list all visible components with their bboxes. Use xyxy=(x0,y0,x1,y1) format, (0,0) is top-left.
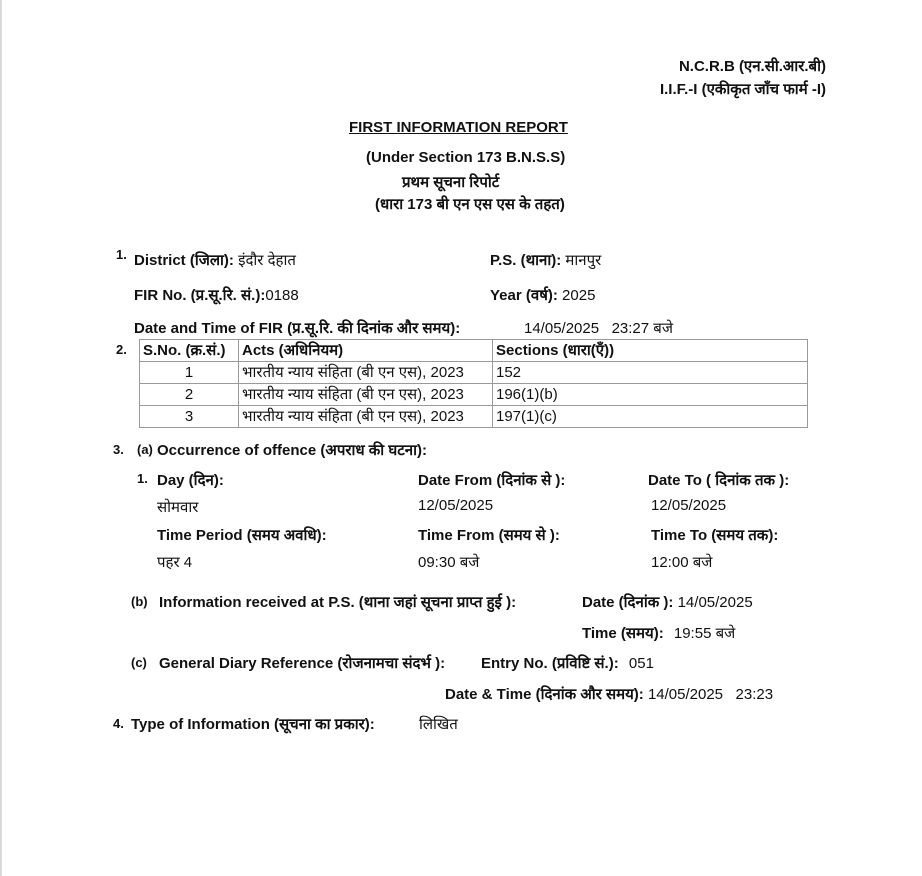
fir-number-field xyxy=(134,285,299,305)
item-3b-label: (b) xyxy=(131,594,148,609)
time-period-value: पहर 4 xyxy=(157,554,193,571)
info-received-time-value: 19:55 बजे xyxy=(673,625,736,642)
fir-number-label: FIR No. (प्र.सू.रि. सं.): xyxy=(134,287,266,304)
entry-number-value: 051 xyxy=(628,655,654,672)
row-sno: 1 xyxy=(140,362,239,384)
diary-datetime-label: Date & Time (दिनांक और समय): xyxy=(445,686,644,703)
item-1-number: 1. xyxy=(116,247,127,262)
row-act: भारतीय न्याय संहिता (बी एन एस), 2023 xyxy=(239,384,493,406)
police-station-value: मानपुर xyxy=(565,252,602,269)
fir-number-value: 0188 xyxy=(265,287,299,304)
district-label: District (जिला): xyxy=(134,252,234,269)
date-from-value: 12/05/2025 xyxy=(418,497,494,514)
header-acts: Acts (अधिनियम) xyxy=(239,340,493,362)
general-diary-title: General Diary Reference (रोजनामचा संदर्भ ): xyxy=(159,655,446,672)
row-section: 152 xyxy=(493,362,808,384)
row-section: 197(1)(c) xyxy=(493,406,808,428)
police-station-field xyxy=(490,250,601,270)
row-sno: 2 xyxy=(140,384,239,406)
police-station-label: P.S. (थाना): xyxy=(490,252,562,269)
item-4-number: 4. xyxy=(113,716,124,731)
info-received-date-value: 14/05/2025 xyxy=(677,594,753,611)
district-value: इंदौर देहात xyxy=(238,252,296,269)
item-3a-label: (a) xyxy=(137,442,153,457)
row-section: 196(1)(b) xyxy=(493,384,808,406)
table-row xyxy=(140,406,808,428)
item-2-number: 2. xyxy=(116,342,127,357)
district-field xyxy=(134,250,296,270)
acts-sections-table xyxy=(139,339,808,428)
ncrb-code: N.C.R.B (एन.सी.आर.बी) xyxy=(678,58,826,75)
fir-datetime-label: Date and Time of FIR (प्र.सू.रि. की दिनांक और समय): xyxy=(134,320,461,337)
header-sno: S.No. (क्र.सं.) xyxy=(140,340,239,362)
occurrence-sub-number: 1. xyxy=(137,471,148,486)
info-received-date xyxy=(582,592,753,612)
report-title-hindi: प्रथम सूचना रिपोर्ट xyxy=(402,174,500,191)
item-3-number: 3. xyxy=(113,442,124,457)
year-field xyxy=(490,285,595,305)
year-label: Year (वर्ष): xyxy=(490,287,558,304)
entry-number-label: Entry No. (प्रविष्टि सं.): xyxy=(481,655,619,672)
info-received-time-label: Time (समय): xyxy=(582,625,664,642)
iif-code: I.I.F.-I (एकीकृत जाँच फार्म -I) xyxy=(659,81,826,98)
report-title: FIRST INFORMATION REPORT xyxy=(349,119,568,136)
time-from-value: 09:30 बजे xyxy=(418,554,480,571)
time-from-label: Time From (समय से ): xyxy=(418,527,560,544)
entry-number-field xyxy=(481,653,654,673)
page-left-edge xyxy=(0,0,2,876)
occurrence-title: Occurrence of offence (अपराध की घटना): xyxy=(157,442,427,459)
table-row xyxy=(140,362,808,384)
table-row xyxy=(140,384,808,406)
info-type-value: लिखित xyxy=(419,716,458,733)
day-value: सोमवार xyxy=(157,499,199,516)
header-sections: Sections (धारा(एँ)) xyxy=(493,340,808,362)
date-to-label: Date To ( दिनांक तक ): xyxy=(648,472,790,489)
time-to-value: 12:00 बजे xyxy=(651,554,713,571)
info-received-date-label: Date (दिनांक ): xyxy=(582,594,674,611)
row-act: भारतीय न्याय संहिता (बी एन एस), 2023 xyxy=(239,406,493,428)
report-section-hindi: (धारा 173 बी एन एस एस के तहत) xyxy=(375,196,565,213)
item-3c-label: (c) xyxy=(131,655,147,670)
date-to-value: 12/05/2025 xyxy=(651,497,727,514)
row-sno: 3 xyxy=(140,406,239,428)
info-received-title: Information received at P.S. (थाना जहां सूचना प्राप्त हुई ): xyxy=(159,594,517,611)
info-type-label: Type of Information (सूचना का प्रकार): xyxy=(131,716,375,733)
diary-datetime-field xyxy=(445,684,773,704)
report-section: (Under Section 173 B.N.S.S) xyxy=(366,149,566,166)
time-to-label: Time To (समय तक): xyxy=(651,527,779,544)
table-header-row xyxy=(140,340,808,362)
diary-datetime-value: 14/05/2025 23:23 xyxy=(647,686,774,703)
info-received-time xyxy=(582,623,735,643)
year-value: 2025 xyxy=(562,287,596,304)
fir-datetime-value: 14/05/2025 23:27 बजे xyxy=(524,320,673,337)
day-label: Day (दिन): xyxy=(157,472,224,489)
date-from-label: Date From (दिनांक से ): xyxy=(418,472,566,489)
time-period-label: Time Period (समय अवधि): xyxy=(157,527,327,544)
row-act: भारतीय न्याय संहिता (बी एन एस), 2023 xyxy=(239,362,493,384)
